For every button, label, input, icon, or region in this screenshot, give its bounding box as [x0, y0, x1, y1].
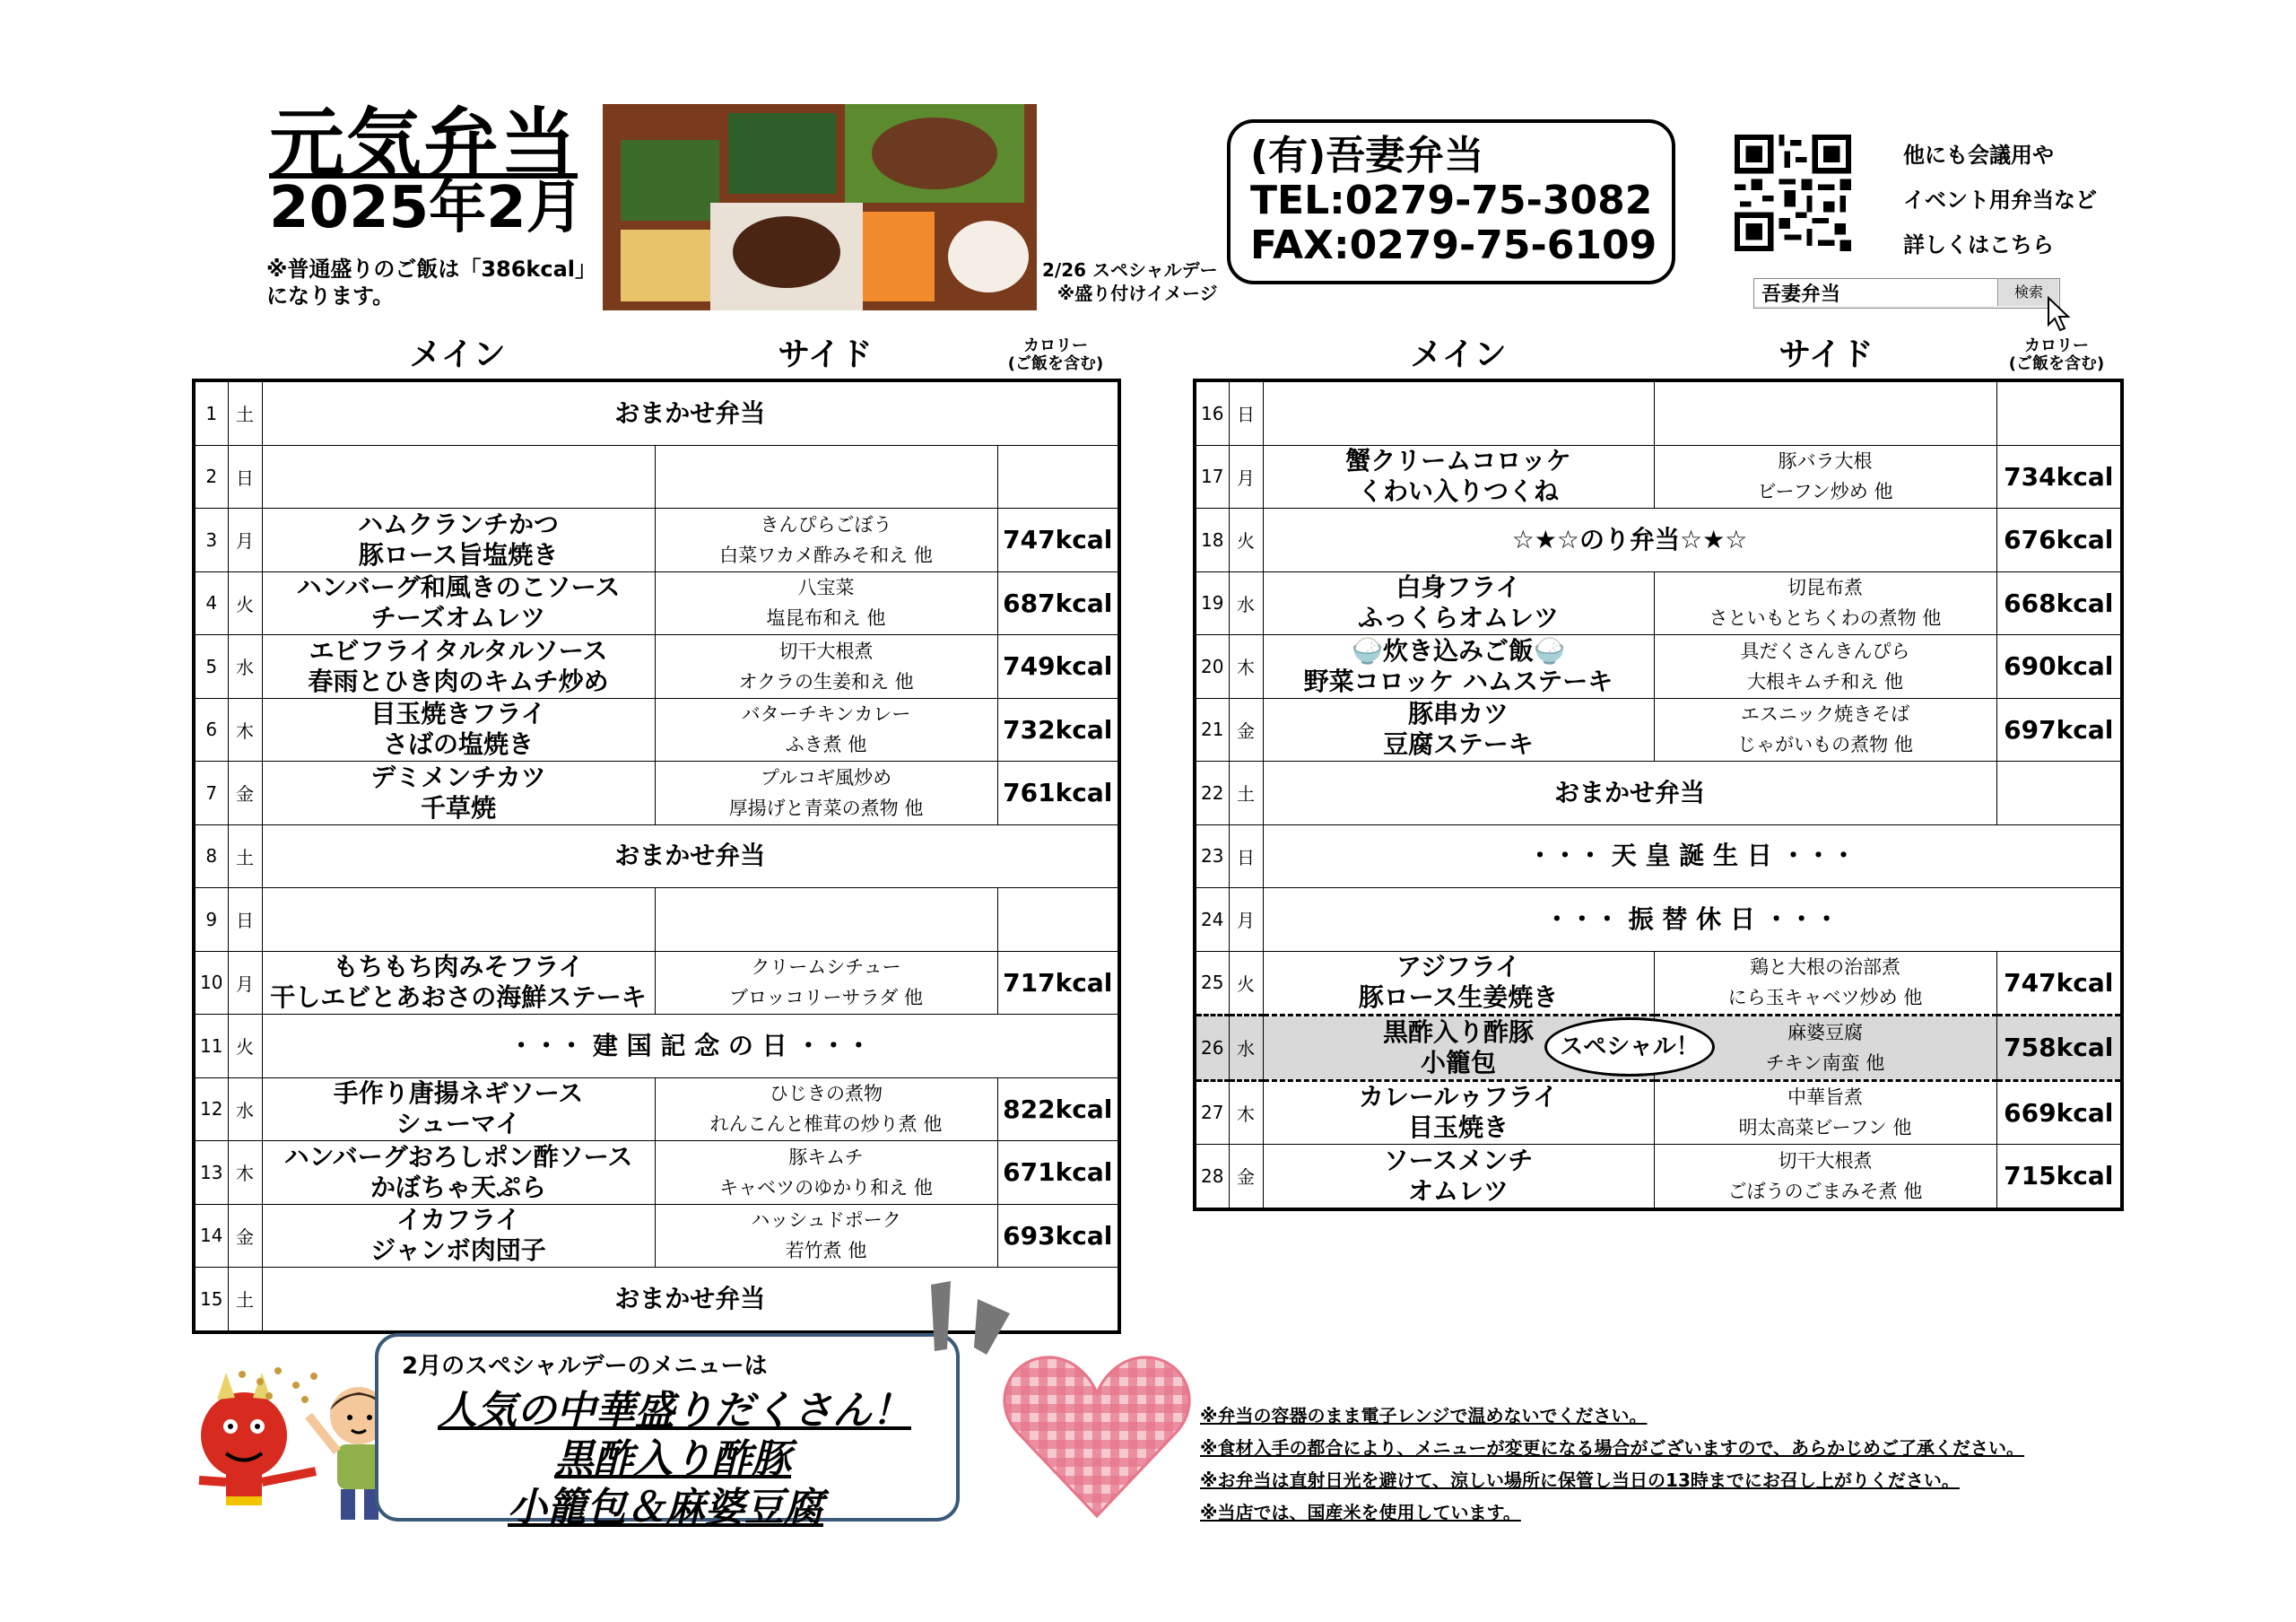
- promo-dish-2: 小籠包＆麻婆豆腐: [508, 1485, 823, 1530]
- cell-line: 千草焼: [420, 792, 496, 823]
- more-info-line: 詳しくはこちら: [1903, 232, 2054, 257]
- calorie: 693kcal: [997, 1204, 1119, 1268]
- qr-code-icon[interactable]: [1729, 135, 1857, 251]
- merged-menu: おまかせ弁当: [1263, 762, 1996, 825]
- search-input[interactable]: [1754, 279, 1998, 306]
- side-dish: [1654, 445, 1996, 509]
- rice-note-line: になります。: [266, 283, 395, 309]
- cell-line: エビフライタルタルソース: [309, 635, 608, 666]
- cell-line: デミメンチカツ: [370, 762, 546, 792]
- exclamation-marks-icon: [924, 1272, 1022, 1362]
- menu-row: [1195, 509, 2122, 572]
- merged-menu: ・・・ 天 皇 誕 生 日 ・・・: [1263, 824, 2122, 888]
- side-dish: [655, 635, 997, 699]
- weekday: 木: [1229, 1080, 1263, 1145]
- weekday: 土: [228, 1268, 262, 1332]
- weekday: 金: [1229, 1145, 1263, 1209]
- cell-line: 手作り唐揚ネギソース: [333, 1078, 584, 1109]
- calorie: [997, 445, 1119, 509]
- menu-row: [194, 762, 1119, 825]
- menu-row: [194, 445, 1119, 509]
- search-box: [1753, 278, 2060, 309]
- cell-line: 豚ロース旨塩焼き: [358, 539, 559, 570]
- notice-line: ※お弁当は直射日光を避けて、涼しい場所に保管し当日の13時までにお召し上がりください。: [1200, 1469, 1960, 1491]
- merged-menu: ・・・ 建 国 記 念 の 日 ・・・: [262, 1015, 1119, 1078]
- promo-intro: 2月のスペシャルデーのメニューは: [402, 1353, 768, 1380]
- cell-line: プルコギ風炒め: [760, 766, 892, 789]
- main-dish: [262, 1077, 655, 1141]
- weekday: 水: [1229, 1016, 1263, 1081]
- main-dish: [262, 1204, 655, 1268]
- cell-line: 麻婆豆腐: [1787, 1021, 1863, 1043]
- cell-line: ごぼうのごまみそ煮 他: [1727, 1180, 1923, 1202]
- calorie: 758kcal: [1996, 1016, 2122, 1081]
- header-side: サイド: [778, 336, 873, 373]
- side-dish: [655, 762, 997, 825]
- main-dish: [1263, 1145, 1654, 1209]
- day-number: 14: [194, 1204, 228, 1268]
- main-dish: [262, 635, 655, 699]
- menu-table-left: [192, 379, 1121, 1334]
- merged-menu: おまかせ弁当: [262, 380, 1119, 445]
- special-bubble: スペシャル！: [1544, 1017, 1715, 1077]
- cell-line: オムレツ: [1407, 1175, 1509, 1206]
- more-info-line: 他にも会議用や: [1903, 143, 2054, 168]
- header-calorie-line: カロリー: [2024, 336, 2089, 355]
- menu-row: [1195, 1145, 2122, 1209]
- menu-row: [194, 1204, 1119, 1268]
- bento-photo: [603, 104, 1037, 310]
- day-number: 13: [194, 1141, 228, 1205]
- weekday: 日: [228, 888, 262, 952]
- menu-row: [194, 509, 1119, 572]
- day-number: 18: [1195, 509, 1229, 572]
- cell-line: 豚バラ大根: [1778, 450, 1873, 473]
- menu-row: [1195, 698, 2122, 762]
- cell-line: かぼちゃ天ぷら: [370, 1172, 546, 1202]
- heart-icon: [1003, 1350, 1191, 1521]
- calorie: 732kcal: [997, 698, 1119, 762]
- weekday: 火: [1229, 509, 1263, 572]
- cell-line: シューマイ: [396, 1109, 521, 1139]
- day-number: 28: [1195, 1145, 1229, 1209]
- promo-dish-1: 黒酢入り酢豚: [554, 1436, 791, 1482]
- header-calorie-line: カロリー: [1023, 336, 1088, 355]
- cursor-icon: [2047, 296, 2074, 332]
- calorie: 687kcal: [997, 571, 1119, 635]
- calorie: 749kcal: [997, 635, 1119, 699]
- header-calorie: [1995, 337, 2118, 373]
- menu-row: [194, 888, 1119, 952]
- weekday: 水: [1229, 571, 1263, 635]
- cell-line: 切昆布煮: [1787, 577, 1863, 599]
- cell-line: ふき煮 他: [785, 734, 867, 756]
- menu-row: [1195, 888, 2122, 952]
- cell-line: じゃがいもの煮物 他: [1737, 734, 1913, 756]
- weekday: 月: [228, 951, 262, 1015]
- cell-line: 厚揚げと青菜の煮物 他: [728, 797, 924, 819]
- side-dish: [1654, 951, 1996, 1016]
- tel-number: TEL:0279-75-3082: [1250, 178, 1653, 223]
- cell-line: 塩昆布和え 他: [766, 607, 886, 630]
- cell-line: 中華旨煮: [1787, 1086, 1863, 1109]
- header-calorie-line: (ご飯を含む): [2008, 354, 2105, 373]
- calorie: 715kcal: [1996, 1145, 2122, 1209]
- side-dish: [655, 951, 997, 1015]
- cell-line: ソースメンチ: [1383, 1145, 1534, 1175]
- cell-line: きんぴらごぼう: [760, 513, 892, 536]
- day-number: 1: [194, 380, 228, 445]
- calorie: [1996, 380, 2122, 445]
- cell-line: 豆腐ステーキ: [1383, 729, 1534, 760]
- weekday: 火: [228, 571, 262, 635]
- weekday: 土: [228, 824, 262, 888]
- menu-row: [194, 635, 1119, 699]
- day-number: 6: [194, 698, 228, 762]
- side-dish: [1654, 571, 1996, 635]
- day-number: 20: [1195, 635, 1229, 699]
- cell-line: ハッシュドポーク: [751, 1209, 901, 1232]
- menu-row: [194, 1077, 1119, 1141]
- calorie: 676kcal: [1996, 509, 2122, 572]
- weekday: 土: [228, 380, 262, 445]
- cell-line: 八宝菜: [797, 577, 855, 599]
- menu-row: [194, 571, 1119, 635]
- cell-line: ハンバーグ和風きのこソース: [296, 572, 621, 603]
- calorie: 717kcal: [997, 951, 1119, 1015]
- menu-row: [1195, 571, 2122, 635]
- day-number: 2: [194, 445, 228, 509]
- cell-line: 🍚炊き込みご飯🍚: [1352, 635, 1565, 666]
- brand-title: 元気弁当: [269, 100, 578, 187]
- header-side: サイド: [1779, 336, 1874, 373]
- weekday: 日: [228, 445, 262, 509]
- header-calorie: [996, 337, 1116, 373]
- side-dish: [655, 888, 997, 952]
- cell-line: 鶏と大根の治部煮: [1750, 956, 1900, 979]
- cell-line: 大根キムチ和え 他: [1746, 670, 1904, 693]
- notice-line: ※弁当の容器のまま電子レンジで温めないでください。: [1200, 1405, 1648, 1426]
- calorie: 747kcal: [997, 509, 1119, 572]
- more-info: [1903, 133, 2097, 267]
- rice-note: [266, 256, 596, 310]
- menu-row: [1195, 762, 2122, 825]
- day-number: 12: [194, 1077, 228, 1141]
- main-dish: [1263, 445, 1654, 509]
- day-number: 27: [1195, 1080, 1229, 1145]
- cell-line: エスニック焼きそば: [1740, 703, 1910, 726]
- menu-row: [1195, 1080, 2122, 1145]
- main-dish: [262, 888, 655, 952]
- cell-line: 目玉焼き: [1407, 1112, 1509, 1143]
- cell-line: 野菜コロッケ ハムステーキ: [1303, 666, 1613, 696]
- cell-line: ハムクランチかつ: [357, 509, 559, 539]
- cell-line: 若竹煮 他: [785, 1240, 867, 1262]
- cell-line: 白菜ワカメ酢みそ和え 他: [719, 544, 933, 566]
- cell-line: 蟹クリームコロッケ: [1345, 446, 1571, 476]
- main-dish: [1263, 571, 1654, 635]
- calorie: 747kcal: [1996, 951, 2122, 1016]
- cell-line: 豚串カツ: [1407, 699, 1509, 729]
- main-dish: [262, 762, 655, 825]
- weekday: 金: [1229, 698, 1263, 762]
- main-dish: [1263, 698, 1654, 762]
- menu-row: [1195, 824, 2122, 888]
- main-dish: [262, 445, 655, 509]
- calorie: 822kcal: [997, 1077, 1119, 1141]
- promo-headline: 人気の中華盛りだくさん！: [438, 1388, 911, 1434]
- calorie: [997, 888, 1119, 952]
- menu-row: [1195, 635, 2122, 699]
- day-number: 23: [1195, 824, 1229, 888]
- cell-line: 豚ロース生姜焼き: [1358, 982, 1559, 1013]
- cell-line: もちもち肉みそフライ: [333, 952, 584, 982]
- cell-line: ひじきの煮物: [770, 1083, 883, 1105]
- cell-line: くわい入りつくね: [1357, 476, 1559, 507]
- search-button[interactable]: 検索: [1999, 279, 2058, 306]
- main-dish: [1263, 635, 1654, 699]
- side-dish: [655, 1204, 997, 1268]
- side-dish: [655, 509, 997, 572]
- main-dish: [262, 951, 655, 1015]
- side-dish: [655, 698, 997, 762]
- day-number: 19: [1195, 571, 1229, 635]
- cell-line: チキン南蛮 他: [1765, 1051, 1885, 1074]
- header-main: メイン: [409, 336, 506, 373]
- photo-note-line: 2/26 スペシャルデー: [1042, 259, 1218, 281]
- day-number: 3: [194, 509, 228, 572]
- side-dish: [1654, 380, 1996, 445]
- day-number: 21: [1195, 698, 1229, 762]
- side-dish: [1654, 1145, 1996, 1209]
- day-number: 24: [1195, 888, 1229, 952]
- cell-line: ジャンボ肉団子: [370, 1235, 546, 1266]
- menu-row: [194, 1015, 1119, 1078]
- cell-line: ビーフン炒め 他: [1757, 481, 1893, 503]
- side-dish: [1654, 1080, 1996, 1145]
- weekday: 水: [228, 635, 262, 699]
- cell-line: 白身フライ: [1396, 572, 1521, 603]
- calorie: 671kcal: [997, 1141, 1119, 1205]
- cell-line: 切干大根煮: [1778, 1149, 1873, 1172]
- cell-line: 豚キムチ: [788, 1146, 864, 1168]
- merged-menu: ☆★☆のり弁当☆★☆: [1263, 509, 1996, 572]
- cell-line: ブロッコリーサラダ 他: [728, 987, 924, 1009]
- weekday: 木: [228, 698, 262, 762]
- menu-row: [194, 1141, 1119, 1205]
- header-main: メイン: [1410, 336, 1507, 373]
- cell-line: ハンバーグおろしポン酢ソース: [283, 1141, 633, 1172]
- calorie: [1996, 762, 2122, 825]
- calorie: 668kcal: [1996, 571, 2122, 635]
- cell-line: さばの塩焼き: [382, 729, 534, 760]
- weekday: 水: [228, 1077, 262, 1141]
- photo-note: [1042, 258, 1218, 305]
- calorie: 690kcal: [1996, 635, 2122, 699]
- main-dish: [262, 1141, 655, 1205]
- main-dish: [1263, 951, 1654, 1016]
- cell-line: バターチキンカレー: [741, 703, 911, 726]
- weekday: 火: [1229, 951, 1263, 1016]
- merged-menu: おまかせ弁当: [262, 1268, 1119, 1332]
- menu-row: [194, 951, 1119, 1015]
- day-number: 17: [1195, 445, 1229, 509]
- more-info-line: イベント用弁当など: [1903, 187, 2097, 213]
- day-number: 8: [194, 824, 228, 888]
- main-dish: [1263, 1080, 1654, 1145]
- header-calorie-line: (ご飯を含む): [1007, 354, 1104, 373]
- day-number: 9: [194, 888, 228, 952]
- side-dish: [655, 1077, 997, 1141]
- cell-line: チーズオムレツ: [370, 603, 546, 633]
- side-dish: [1654, 698, 1996, 762]
- weekday: 土: [1229, 762, 1263, 825]
- cell-line: さといもとちくわの煮物 他: [1709, 607, 1942, 630]
- cell-line: にら玉キャベツ炒め 他: [1727, 987, 1923, 1009]
- weekday: 金: [228, 762, 262, 825]
- cell-line: オクラの生姜和え 他: [738, 670, 914, 693]
- day-number: 5: [194, 635, 228, 699]
- calorie: 734kcal: [1996, 445, 2122, 509]
- main-dish: [262, 571, 655, 635]
- day-number: 11: [194, 1015, 228, 1078]
- menu-row: [1195, 380, 2122, 445]
- side-dish: [1654, 635, 1996, 699]
- cell-line: 黒酢入り酢豚: [1382, 1016, 1534, 1047]
- cell-line: アジフライ: [1396, 952, 1521, 982]
- day-number: 10: [194, 951, 228, 1015]
- cell-line: 干しエビとあおさの海鮮ステーキ: [270, 982, 647, 1013]
- cell-line: 春雨とひき肉のキムチ炒め: [308, 666, 609, 696]
- side-dish: [655, 1141, 997, 1205]
- side-dish: [655, 571, 997, 635]
- main-dish: [1263, 380, 1654, 445]
- side-dish: [655, 445, 997, 509]
- menu-row: [194, 698, 1119, 762]
- photo-note-line: ※盛り付けイメージ: [1057, 283, 1218, 304]
- weekday: 月: [228, 509, 262, 572]
- day-number: 7: [194, 762, 228, 825]
- weekday: 月: [1229, 888, 1263, 952]
- cell-line: カレールゥフライ: [1358, 1082, 1559, 1112]
- weekday: 日: [1229, 824, 1263, 888]
- main-dish: [262, 698, 655, 762]
- cell-line: 具だくさんきんぴら: [1740, 640, 1910, 662]
- day-number: 25: [1195, 951, 1229, 1016]
- calorie: 697kcal: [1996, 698, 2122, 762]
- calorie: 669kcal: [1996, 1080, 2122, 1145]
- weekday: 木: [1229, 635, 1263, 699]
- cell-line: キャベツのゆかり和え 他: [719, 1176, 933, 1199]
- weekday: 金: [228, 1204, 262, 1268]
- day-number: 4: [194, 571, 228, 635]
- notice-line: ※食材入手の都合により、メニューが変更になる場合がございますので、あらかじめご了承ください。: [1200, 1437, 2025, 1459]
- cell-line: 目玉焼きフライ: [370, 699, 546, 729]
- cell-line: 小籠包: [1420, 1047, 1496, 1077]
- shop-name: (有)吾妻弁当: [1250, 133, 1484, 179]
- day-number: 26: [1195, 1016, 1229, 1081]
- menu-month: 2025年2月: [269, 175, 584, 241]
- notice-line: ※当店では、国産米を使用しています。: [1200, 1502, 1521, 1523]
- cell-line: ふっくらオムレツ: [1357, 603, 1559, 633]
- day-number: 15: [194, 1268, 228, 1332]
- main-dish: [262, 509, 655, 572]
- rice-note-line: ※普通盛りのご飯は「386kcal」: [266, 257, 597, 282]
- day-number: 16: [1195, 380, 1229, 445]
- weekday: 火: [228, 1015, 262, 1078]
- day-number: 22: [1195, 762, 1229, 825]
- cell-line: れんこんと椎茸の炒り煮 他: [709, 1113, 943, 1136]
- cell-line: 明太高菜ビーフン 他: [1738, 1117, 1912, 1139]
- fax-number: FAX:0279-75-6109: [1250, 222, 1657, 268]
- calorie: 761kcal: [997, 762, 1119, 825]
- weekday: 木: [228, 1141, 262, 1205]
- menu-row: [1195, 951, 2122, 1016]
- weekday: 日: [1229, 380, 1263, 445]
- menu-row: [1195, 445, 2122, 509]
- merged-menu: ・・・ 振 替 休 日 ・・・: [1263, 888, 2122, 952]
- merged-menu: おまかせ弁当: [262, 824, 1119, 888]
- menu-table-right: [1193, 379, 2124, 1211]
- cell-line: 切干大根煮: [778, 640, 874, 662]
- cell-line: イカフライ: [396, 1205, 521, 1235]
- contact-box: [1227, 119, 1675, 284]
- menu-row: [194, 380, 1119, 445]
- cell-line: クリームシチュー: [751, 956, 901, 979]
- weekday: 月: [1229, 445, 1263, 509]
- menu-row: [194, 824, 1119, 888]
